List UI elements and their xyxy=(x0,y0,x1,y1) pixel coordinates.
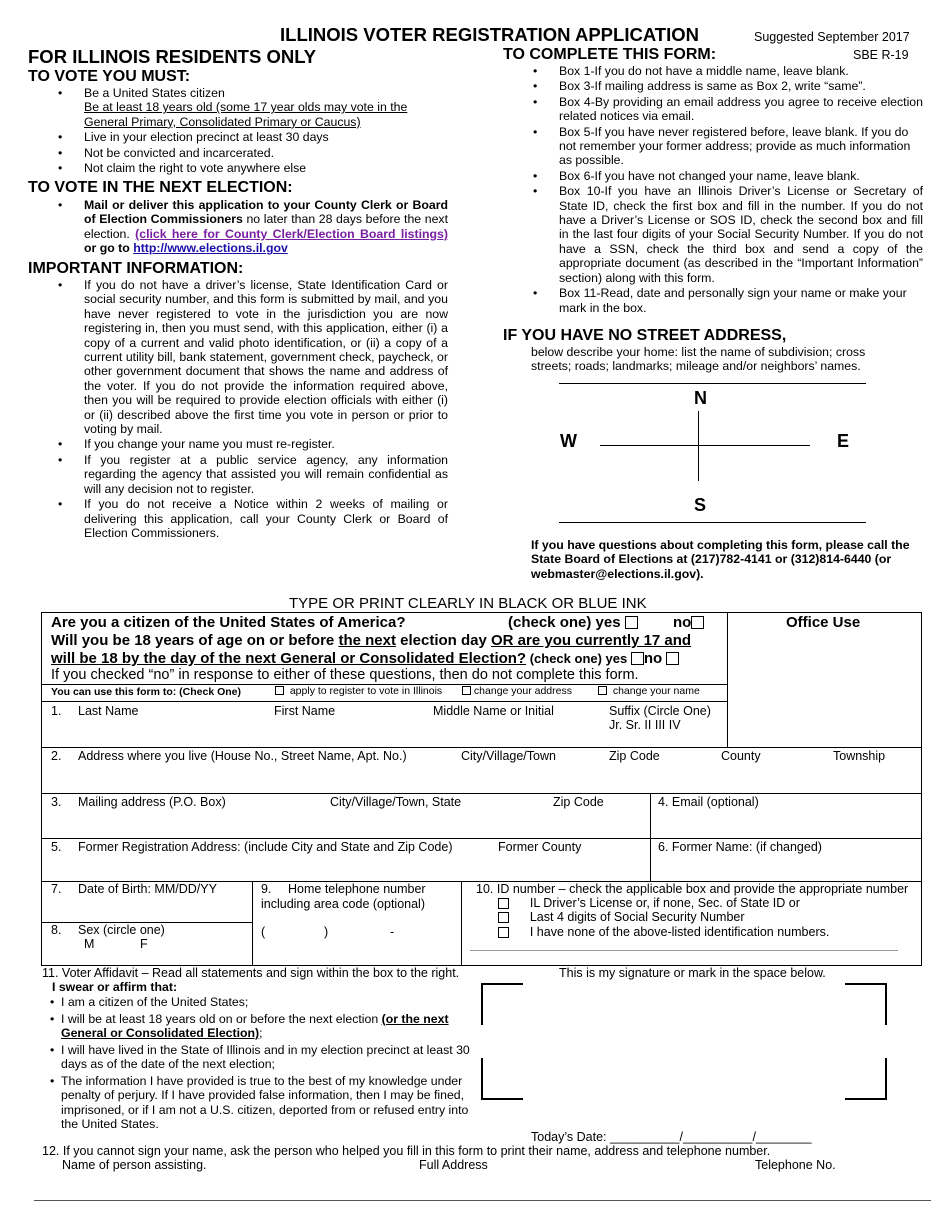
age-question-line2: will be 18 by the day of the next General or Consolidated Election? (check one) yes no xyxy=(51,650,679,667)
no-street-heading: IF YOU HAVE NO STREET ADDRESS, xyxy=(503,327,787,344)
bottom-rule xyxy=(34,1200,931,1201)
id-option-license[interactable]: IL Driver’s License or, if none, Sec. of State ID or xyxy=(498,896,800,910)
no-street-text: below describe your home: list the name of subdivision; cross streets; roads; landmarks; mileage and/or neighbors’ names. xyxy=(531,345,866,374)
license-checkbox[interactable] xyxy=(498,898,509,909)
no-id-checkbox[interactable] xyxy=(498,927,509,938)
grid-line xyxy=(41,747,922,748)
compass-west: W xyxy=(560,431,577,451)
option-change-name[interactable]: change your name xyxy=(598,685,700,697)
compass-vertical-line xyxy=(698,411,699,481)
field-number: 3. xyxy=(51,795,62,809)
citizen-no-checkbox[interactable] xyxy=(691,616,704,629)
citizen-yes-checkbox[interactable] xyxy=(625,616,638,629)
list-item: • Be a United States citizen Be at least 18 years old (some 17 year olds may vote in the General Primary, Consolidated Primary or Caucus) xyxy=(56,86,448,129)
vote-must-heading: TO VOTE YOU MUST: xyxy=(28,68,191,85)
residence-county-label: County xyxy=(721,749,761,763)
office-use-label: Office Use xyxy=(786,614,861,631)
field-number: 8. xyxy=(51,923,62,937)
grid-line xyxy=(41,838,922,839)
sex-female-option[interactable]: F xyxy=(140,937,148,951)
id-number-label: 10. ID number – check the applicable box and provide the appropriate number xyxy=(476,882,909,896)
assistant-name-label: Name of person assisting. xyxy=(62,1158,207,1172)
id-option-ssn[interactable]: Last 4 digits of Social Security Number xyxy=(498,910,745,924)
citizen-check-label: (check one) yes xyxy=(508,614,638,631)
field-number: 7. xyxy=(51,882,62,896)
field-number: 1. xyxy=(51,704,62,718)
complete-heading: TO COMPLETE THIS FORM: xyxy=(503,46,717,63)
affidavit-list xyxy=(48,995,478,1134)
next-election-heading: TO VOTE IN THE NEXT ELECTION: xyxy=(28,179,293,196)
grid-line xyxy=(650,793,651,881)
elections-website-link[interactable]: http://www.elections.il.gov xyxy=(133,241,288,256)
assistant-address-label: Full Address xyxy=(419,1158,488,1172)
age-no-checkbox[interactable] xyxy=(666,652,679,665)
residence-township-label: Township xyxy=(833,749,886,763)
questions-contact: If you have questions about completing this form, please call the State Board of Elections at (217)782-4141 or (312)814-6440 (or webmaster@elections.il.gov). xyxy=(531,538,910,581)
list-item: • Box 5-If you have never registered before, leave blank. If you do not remember your former address; provide as much information as possible. xyxy=(531,125,923,168)
list-item: • If you do not receive a Notice within 2 weeks of mailing or delivering this application, call your County Clerk or Board of Election Commissioners. xyxy=(56,497,448,540)
compass-north: N xyxy=(694,388,707,408)
list-item: • If you change your name you must re-register. xyxy=(56,437,448,451)
assistant-instruction: 12. If you cannot sign your name, ask the person who helped you fill in this form to print their name, address and telephone number. xyxy=(42,1144,771,1158)
list-item: • Box 4-By providing an email address you agree to receive election related notices via email. xyxy=(531,95,923,124)
residence-zip-label: Zip Code xyxy=(609,749,660,763)
option-register[interactable]: apply to register to vote in Illinois xyxy=(275,685,442,697)
list-item: • Live in your election precinct at least 30 days xyxy=(56,130,448,144)
grid-line xyxy=(921,612,922,966)
residents-heading: FOR ILLINOIS RESIDENTS ONLY xyxy=(28,46,317,67)
list-item: • Not be convicted and incarcerated. xyxy=(56,146,448,160)
use-form-label: You can use this form to: (Check One) xyxy=(51,686,241,698)
signature-area[interactable] xyxy=(485,987,881,1095)
list-item: • Box 1-If you do not have a middle name, leave blank. xyxy=(531,64,923,78)
field-number: 2. xyxy=(51,749,62,763)
age-question-line1: Will you be 18 years of age on or before the next election day OR are you currently 17 and xyxy=(51,632,692,649)
suggested-date: Suggested September 2017 xyxy=(754,30,910,44)
list-item: • I am a citizen of the United States; xyxy=(48,995,478,1010)
phone-paren-close: ) xyxy=(324,925,329,939)
citizen-no-label: no xyxy=(673,614,704,631)
list-item: • Not claim the right to vote anywhere else xyxy=(56,161,448,175)
compass-south: S xyxy=(694,495,707,515)
list-item: • Box 6-If you have not changed your name, leave blank. xyxy=(531,169,923,183)
first-name-label: First Name xyxy=(274,704,336,718)
grid-line xyxy=(41,793,922,794)
signature-instruction: This is my signature or mark in the space below. xyxy=(559,966,826,980)
change-address-checkbox[interactable] xyxy=(462,686,471,695)
list-item: • Box 3-If mailing address is same as Box 2, write “same”. xyxy=(531,79,923,93)
former-county-label: Former County xyxy=(498,840,582,854)
next-election-list xyxy=(56,198,448,257)
id-option-none[interactable]: I have none of the above-listed identification numbers. xyxy=(498,925,829,939)
middle-name-label: Middle Name or Initial xyxy=(433,704,554,718)
phone-paren-open: ( xyxy=(261,925,266,939)
phone-label-line2: including area code (optional) xyxy=(261,897,425,911)
grid-line xyxy=(41,701,727,702)
county-clerk-link[interactable]: (click here for County Clerk/Election Board listings) xyxy=(135,226,448,241)
list-item: • The information I have provided is true to the best of my knowledge under penalty of perjury. If I have provided false information, then I may be fined, imprisoned, or if I am not a U.S. citizen, deported from or refused entry into the United States. xyxy=(48,1074,478,1132)
last-name-label: Last Name xyxy=(78,704,139,718)
change-name-checkbox[interactable] xyxy=(598,686,607,695)
list-item: • Box 10-If you have an Illinois Driver’s License or Secretary of State ID, check the first box and fill in the number. If you do not have a Driver’s License or SOS ID, check the second box and fill in the last four digits of your Social Security Number. If you do not have a SSN, check the third box and send a copy of the appropriate document (as described in the “Important Information” section) along with this form. xyxy=(531,184,923,285)
field-number: 5. xyxy=(51,840,62,854)
residence-city-label: City/Village/Town xyxy=(461,749,556,763)
list-item: • If you do not have a driver’s license, State Identification Card or social security number, and this form is submitted by mail, and you have never registered to vote in the jurisdiction you are now registering in, then you must send, with this application, either (i) a copy of a current and valid photo identification, or (ii) a copy of a current utility bill, bank statement, government check, paycheck, or other government document that shows the name and address of the voter. If you do not provide the information required above, then you will be required to provide election officials with either (i) or (ii) described above the first time you vote in person or prior to voting by mail. xyxy=(56,278,448,436)
mailing-address-label: Mailing address (P.O. Box) xyxy=(78,795,226,809)
print-clearly-notice: TYPE OR PRINT CLEARLY IN BLACK OR BLUE INK xyxy=(289,595,647,612)
if-no-notice: If you checked “no” in response to either of these questions, then do not complete this form. xyxy=(51,667,639,683)
phone-dash: - xyxy=(390,925,395,939)
list-item: • Box 11-Read, date and personally sign your name or make your mark in the box. xyxy=(531,286,923,315)
suffix-options[interactable]: Jr. Sr. II III IV xyxy=(609,718,681,732)
important-heading: IMPORTANT INFORMATION: xyxy=(28,260,244,277)
phone-label-line1: Home telephone number xyxy=(288,882,426,896)
grid-line xyxy=(727,612,728,748)
suffix-label: Suffix (Circle One) xyxy=(609,704,711,718)
compass-top-line xyxy=(559,383,866,384)
field-number: 9. xyxy=(261,882,272,896)
compass-east: E xyxy=(837,431,850,451)
ssn-checkbox[interactable] xyxy=(498,912,509,923)
list-item: • If you register at a public service agency, any information regarding the agency that assisted you will remain confidential as will any decision not to register. xyxy=(56,453,448,496)
age-yes-checkbox[interactable] xyxy=(631,652,644,665)
compass-bottom-line xyxy=(559,522,866,523)
list-item: • I will be at least 18 years old on or before the next election (or the next General or Consolidated Election); xyxy=(48,1012,478,1041)
option-change-address[interactable]: change your address xyxy=(462,685,572,697)
affidavit-heading: 11. Voter Affidavit – Read all statements and sign within the box to the right. xyxy=(42,966,460,980)
form-code: SBE R-19 xyxy=(853,48,909,62)
list-item: • I will have lived in the State of Illinois and in my election precinct at least 30 days as of the date of the next election; xyxy=(48,1043,478,1072)
former-name-label: 6. Former Name: (if changed) xyxy=(658,840,822,854)
dob-label: Date of Birth: MM/DD/YY xyxy=(78,882,217,896)
vote-requirements-list xyxy=(56,86,448,176)
form-title: ILLINOIS VOTER REGISTRATION APPLICATION xyxy=(280,24,699,45)
mailing-city-label: City/Village/Town, State xyxy=(330,795,462,809)
former-address-label: Former Registration Address: (include City and State and Zip Code) xyxy=(78,840,453,854)
email-label: 4. Email (optional) xyxy=(658,795,759,809)
sex-label: Sex (circle one) xyxy=(78,923,165,937)
compass-horizontal-line xyxy=(600,445,810,446)
sex-male-option[interactable]: M xyxy=(84,937,95,951)
grid-line xyxy=(252,881,253,966)
complete-instructions-list xyxy=(531,64,923,316)
register-checkbox[interactable] xyxy=(275,686,284,695)
important-list xyxy=(56,278,448,541)
todays-date[interactable]: Today’s Date: __________/__________/________ xyxy=(531,1130,812,1144)
swear-heading: I swear or affirm that: xyxy=(52,980,178,994)
grid-line xyxy=(461,881,462,966)
grid-line xyxy=(41,612,922,613)
list-item: • Mail or deliver this application to your County Clerk or Board of Election Commissioners no later than 28 days before the next election. (click here for County Clerk/Election Board listings) or go to http://www.elections.il.gov xyxy=(56,198,448,256)
mailing-zip-label: Zip Code xyxy=(553,795,604,809)
citizen-question: Are you a citizen of the United States of America? xyxy=(51,614,406,631)
assistant-phone-label: Telephone No. xyxy=(755,1158,836,1172)
grid-line xyxy=(41,612,42,966)
id-number-line xyxy=(470,950,898,951)
residence-address-label: Address where you live (House No., Street Name, Apt. No.) xyxy=(78,749,407,763)
